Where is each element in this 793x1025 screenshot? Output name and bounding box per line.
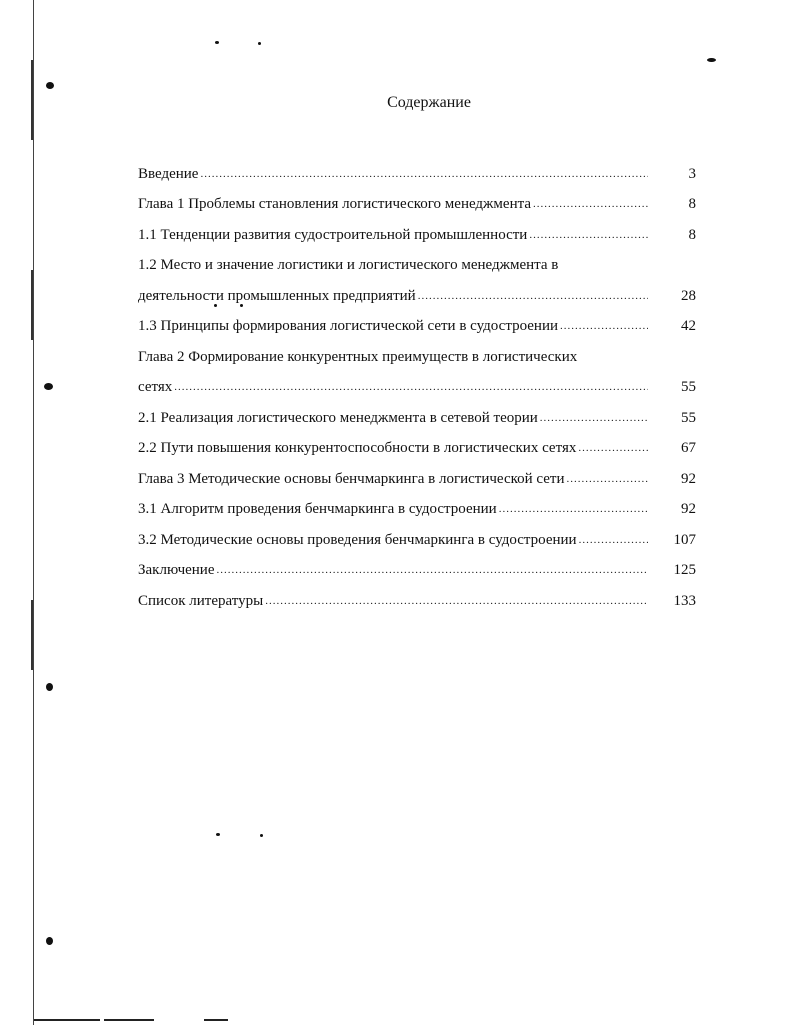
dot-leader (578, 440, 648, 457)
toc-entry (138, 427, 718, 458)
toc-entry-label: Глава 1 Проблемы становления логистического менеджмента (138, 196, 531, 212)
toc-entry-label: Глава 3 Методические основы бенчмаркинга в логистической сети (138, 470, 565, 487)
dot-leader (540, 410, 648, 427)
toc-entry-label: Список литературы (138, 592, 264, 609)
toc-entry-label: 1.1 Тенденции развития судостроительной промышленности (138, 226, 528, 243)
toc-entry-page: 3 (688, 165, 696, 182)
toc-entry (138, 305, 718, 336)
toc-entry-page: 92 (681, 470, 696, 487)
toc-entry (138, 579, 718, 610)
dot-leader (200, 166, 648, 183)
toc-entry-page: 28 (681, 287, 696, 304)
toc-entry-page: 133 (673, 592, 696, 609)
toc-entry-page: 8 (688, 226, 696, 243)
toc-entry (138, 183, 718, 214)
dot-leader (567, 471, 648, 488)
toc-entry (138, 549, 718, 580)
toc-entry (138, 396, 718, 427)
dot-leader (418, 288, 648, 305)
toc-entry (138, 244, 718, 275)
toc-entry-page: 55 (681, 379, 696, 395)
toc-entry-label: Глава 2 Формирование конкурентных преимуществ в логистических (138, 348, 578, 365)
toc-entry-label: Введение (138, 165, 199, 182)
scan-bottom-rule (104, 1019, 154, 1021)
dot-leader (529, 227, 648, 244)
punch-hole-dot (44, 383, 53, 390)
toc-entry (138, 152, 718, 183)
speck-dot (707, 58, 716, 62)
speck-dot (258, 42, 261, 45)
toc-entry-label: 2.2 Пути повышения конкурентоспособности в логистических сетях (138, 440, 577, 456)
speck-dot (260, 834, 263, 837)
toc-entry-page: 8 (688, 196, 696, 212)
toc-entry-label: 3.2 Методические основы проведения бенчмаркинга в судостроении (138, 531, 577, 548)
dot-leader (174, 379, 648, 396)
scan-edge-mark (31, 600, 33, 670)
table-of-contents (138, 152, 718, 610)
toc-entry-page: 92 (681, 501, 696, 517)
punch-hole-dot (46, 683, 53, 691)
toc-entry (138, 335, 718, 366)
toc-entry-page: 107 (673, 531, 696, 548)
scan-bottom-rule (34, 1019, 100, 1021)
dot-leader (560, 318, 648, 335)
toc-entry-continuation (138, 274, 718, 305)
dot-leader (533, 196, 648, 213)
toc-entry-label: 1.2 Место и значение логистики и логистического менеджмента в (138, 257, 559, 273)
toc-entry-label-continued: сетях (138, 379, 173, 395)
punch-hole-dot (46, 937, 53, 945)
dot-leader (265, 593, 648, 610)
toc-entry-label: 2.1 Реализация логистического менеджмента в сетевой теории (138, 409, 538, 426)
dot-leader (579, 532, 648, 549)
toc-entry-page: 67 (681, 440, 696, 456)
toc-entry-page: 55 (681, 409, 696, 426)
speck-dot (216, 833, 220, 836)
toc-entry-label: Заключение (138, 562, 215, 578)
toc-entry-label: 1.3 Принципы формирования логистической сети в судостроении (138, 318, 558, 334)
toc-entry-label: 3.1 Алгоритм проведения бенчмаркинга в судостроении (138, 501, 497, 517)
toc-entry (138, 488, 718, 519)
punch-hole-dot (46, 82, 54, 89)
dot-leader (499, 501, 648, 518)
speck-dot (215, 41, 219, 44)
toc-entry (138, 213, 718, 244)
scan-bottom-rule (204, 1019, 228, 1021)
scan-edge-mark (31, 270, 33, 340)
toc-entry (138, 518, 718, 549)
scan-edge-line (33, 0, 34, 1025)
dot-leader (217, 562, 649, 579)
toc-entry (138, 457, 718, 488)
toc-entry-label-continued: деятельности промышленных предприятий (138, 287, 416, 304)
toc-entry-continuation (138, 366, 718, 397)
toc-entry-page: 42 (681, 318, 696, 334)
page-title: Содержание (387, 94, 471, 111)
toc-entry-page: 125 (673, 562, 696, 578)
